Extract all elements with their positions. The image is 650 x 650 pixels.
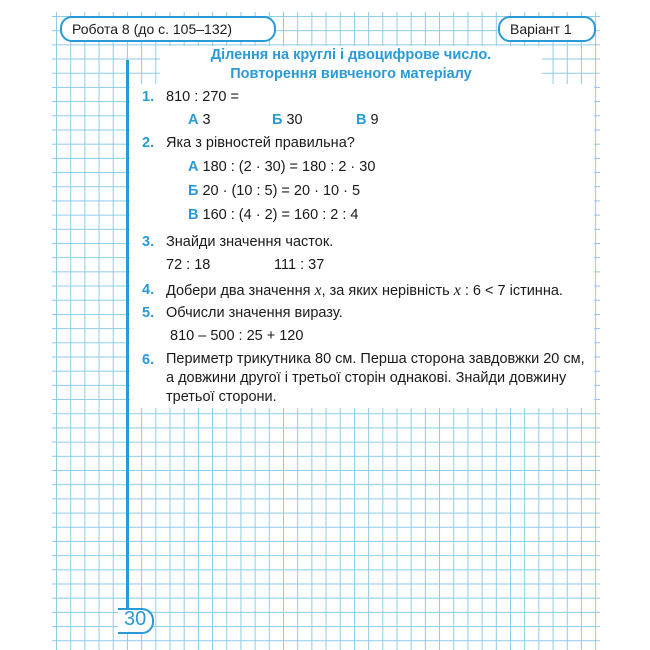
task-1-option-c <box>356 112 379 128</box>
task-1-number: 1. <box>142 89 155 105</box>
task-5-text: Обчисли значення виразу. <box>166 305 343 321</box>
option-letter: А <box>188 112 199 128</box>
option-value: 20 · (10 : 5) = 20 · 10 · 5 <box>202 183 361 199</box>
task-3-text: Знайди значення часток. <box>166 234 334 250</box>
option-letter: Б <box>272 112 283 128</box>
task-5-expression: 810 – 500 : 25 + 120 <box>170 328 304 344</box>
task-6-line-1: Периметр трикутника 80 см. Перша сторона завдовжки 20 см, <box>166 351 585 367</box>
task-4-text-part-3: : 6 < 7 істинна. <box>460 283 563 299</box>
task-3-expression-2: 111 : 37 <box>274 257 325 273</box>
variant-label: Варіант 1 <box>498 16 596 42</box>
work-label: Робота 8 (до с. 105–132) <box>60 16 276 42</box>
page-title <box>160 46 542 84</box>
option-value: 160 : (4 · 2) = 160 : 2 : 4 <box>202 207 359 223</box>
title-line-1: Ділення на круглі і двоцифрове число. <box>210 47 492 63</box>
option-value: 3 <box>202 112 211 128</box>
option-letter: А <box>188 159 199 175</box>
task-4-text-part-1: Добери два значення <box>166 283 315 299</box>
task-6-text <box>166 350 590 407</box>
variable-x: x <box>314 282 322 299</box>
task-2-option-b <box>188 183 360 199</box>
task-6-number: 6. <box>142 352 155 368</box>
task-1-option-b <box>272 112 303 128</box>
title-line-2: Повторення вивченого матеріалу <box>230 66 472 82</box>
option-value: 9 <box>370 112 379 128</box>
task-6-line-2: а довжини другої і третьої сторін однакові. Знайди довжину <box>166 370 567 386</box>
task-2-option-c <box>188 207 358 223</box>
option-value: 30 <box>286 112 303 128</box>
task-6-line-3: третьої сторони. <box>166 389 277 405</box>
task-4-number: 4. <box>142 282 155 298</box>
task-3-expression-1: 72 : 18 <box>166 257 211 273</box>
task-2-number: 2. <box>142 135 155 151</box>
margin-line <box>126 60 129 632</box>
task-2-text: Яка з рівностей правильна? <box>166 135 355 151</box>
page-number: 30 <box>124 608 147 630</box>
option-value: 180 : (2 · 30) = 180 : 2 · 30 <box>202 159 376 175</box>
option-letter: В <box>356 112 367 128</box>
task-1-option-a <box>188 112 211 128</box>
task-2-option-a <box>188 159 375 175</box>
task-1-text: 810 : 270 = <box>166 89 239 105</box>
option-letter: Б <box>188 183 199 199</box>
task-5-number: 5. <box>142 305 155 321</box>
task-3-number: 3. <box>142 234 155 250</box>
variable-x: x <box>453 282 461 299</box>
task-4-text-part-2: , за яких нерівність <box>321 283 454 299</box>
task-4-text <box>166 282 563 300</box>
option-letter: В <box>188 207 199 223</box>
